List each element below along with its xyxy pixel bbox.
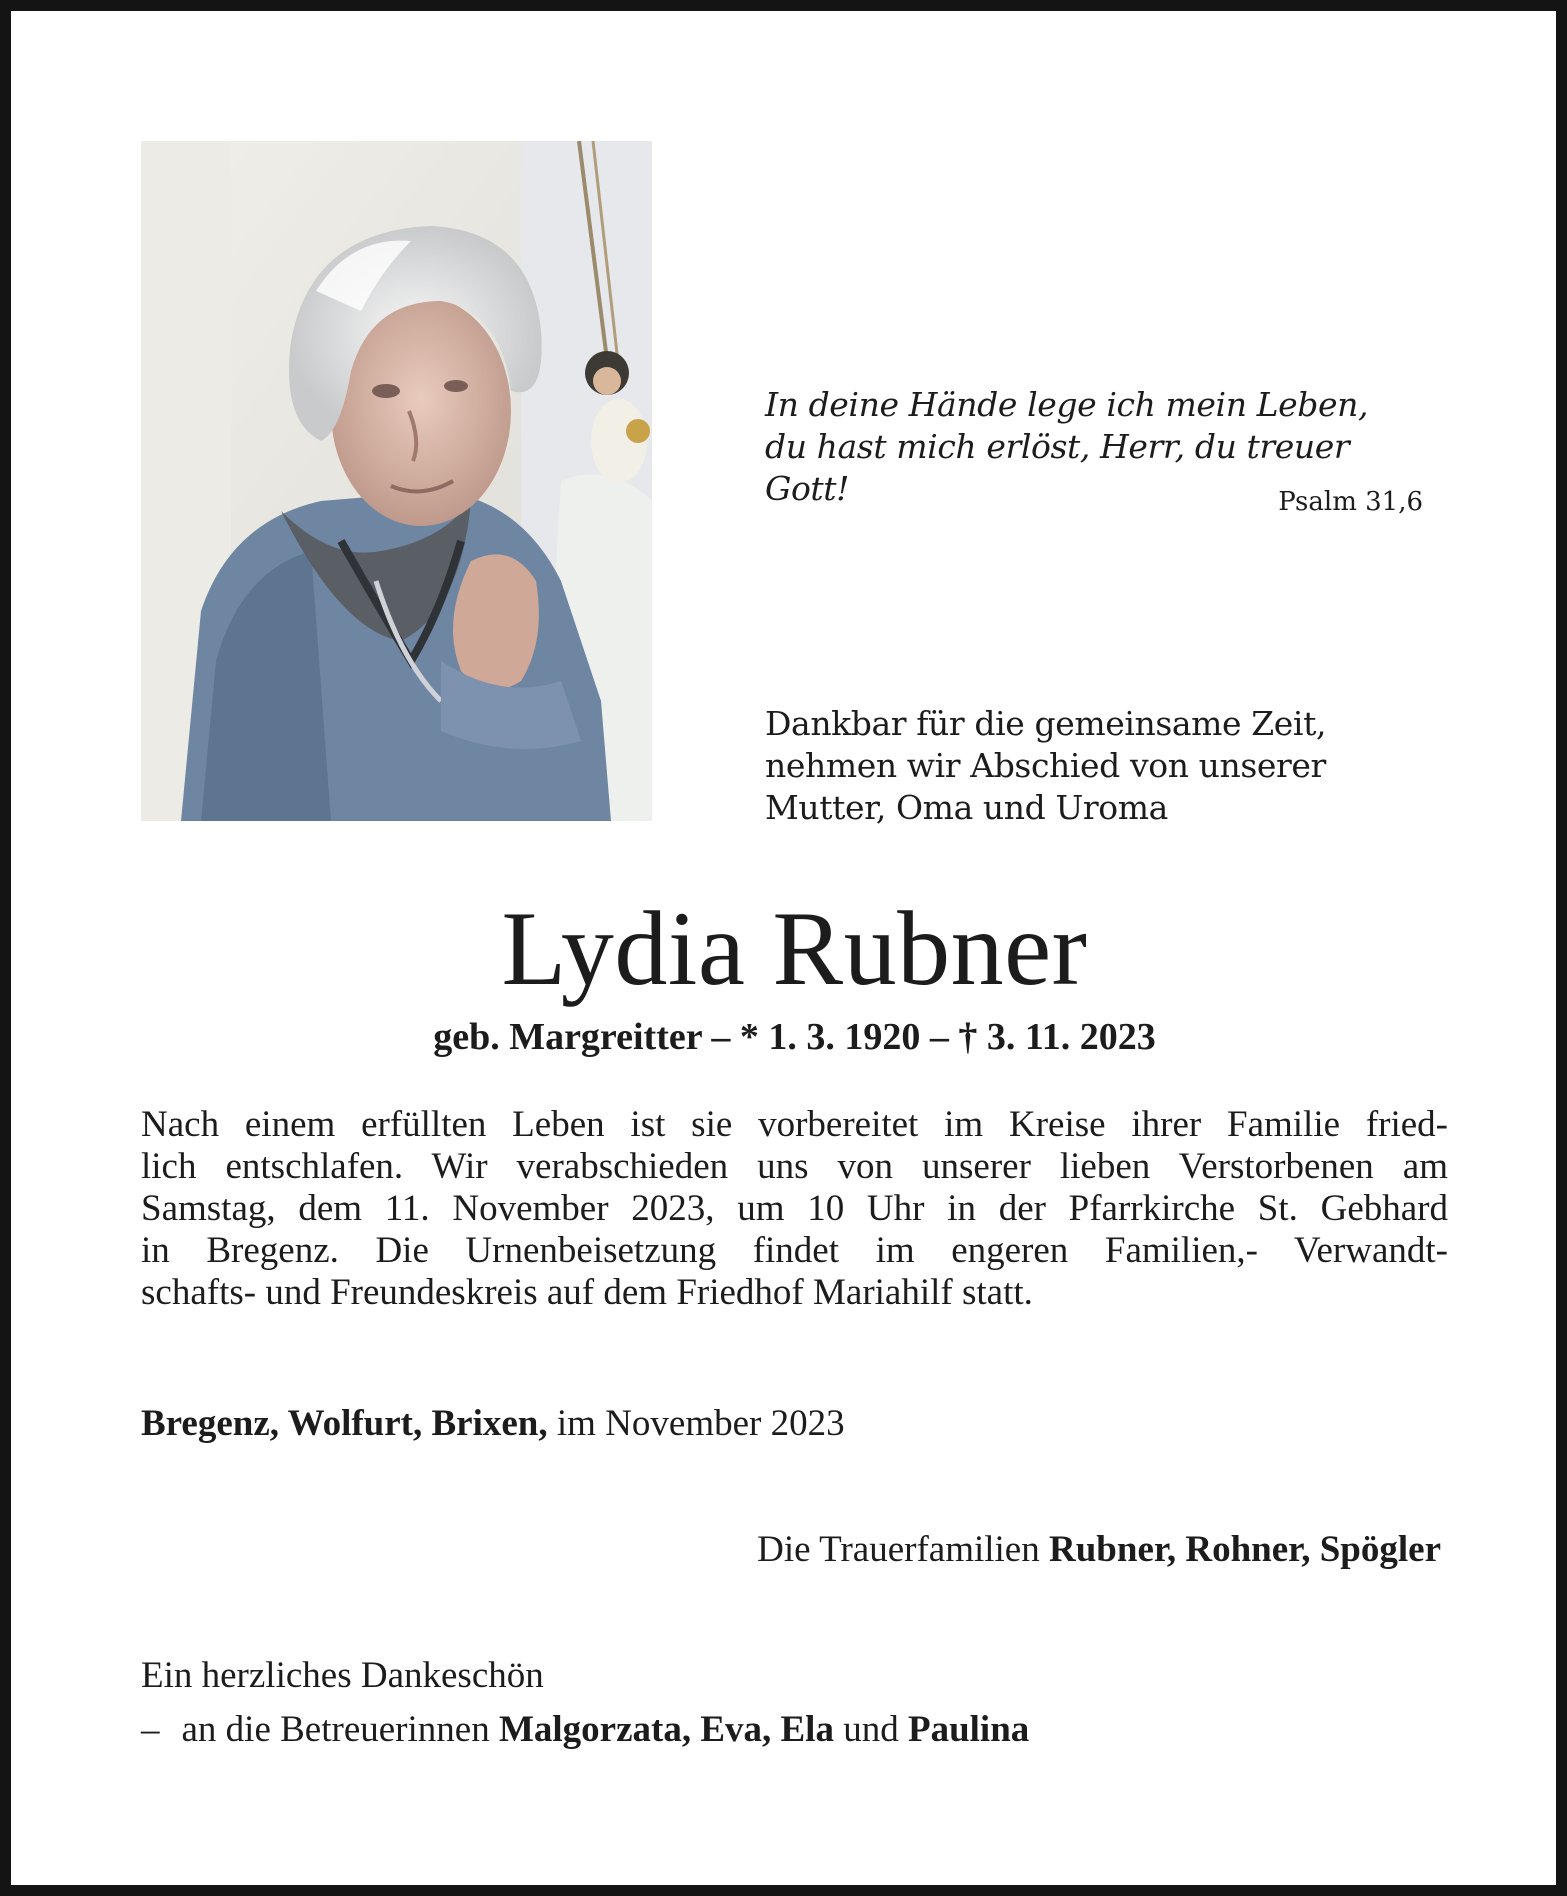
- thanks-heading: Ein herzliches Dankeschön: [141, 1655, 544, 1696]
- announcement-line: schafts- und Freundeskreis auf dem Friedhof Mariahilf statt.: [141, 1272, 1033, 1313]
- psalm-line: In deine Hände lege ich mein Leben,: [765, 385, 1369, 424]
- announcement-line: lich entschlafen. Wir verabschieden uns von unserer lieben Verstorbenen am: [141, 1146, 1448, 1187]
- and-word: und: [833, 1709, 908, 1750]
- intro-line: nehmen wir Abschied von unserer: [765, 746, 1326, 785]
- places: Bregenz, Wolfurt, Brixen,: [141, 1403, 548, 1444]
- mourning-families: [611, 1528, 1441, 1572]
- caregiver-last-name: Paulina: [907, 1709, 1030, 1750]
- portrait-photo: [141, 141, 652, 821]
- families-prefix: Die Trauerfamilien: [757, 1529, 1049, 1570]
- intro-line: Mutter, Oma und Uroma: [765, 788, 1168, 827]
- announcement-line: in Bregenz. Die Urnenbeisetzung findet im engeren Familien,- Verwandt-: [141, 1230, 1448, 1271]
- deceased-name: Lydia Rubner: [501, 890, 1088, 1007]
- portrait-image: [141, 141, 652, 821]
- intro-line: Dankbar für die gemeinsame Zeit,: [765, 704, 1327, 743]
- month-year: im November 2023: [547, 1403, 845, 1444]
- caregiver-names: Malgorzata, Eva, Ela: [498, 1709, 834, 1750]
- caregivers-text: an die Betreuerinnen: [181, 1709, 499, 1750]
- family-names: Rubner, Rohner, Spögler: [1048, 1529, 1441, 1570]
- psalm-line: du hast mich erlöst, Herr, du treuer Gott!: [765, 427, 1350, 508]
- funeral-announcement: [141, 1104, 1448, 1314]
- intro-text: [765, 703, 1465, 829]
- psalm-reference: Psalm 31,6: [1278, 487, 1423, 517]
- dash-bullet: –: [141, 1709, 160, 1750]
- thanks-line: [141, 1708, 1441, 1752]
- place-and-date: [141, 1402, 1341, 1446]
- announcement-line: Samstag, dem 11. November 2023, um 10 Uhr in der Pfarrkirche St. Gebhard: [141, 1188, 1448, 1229]
- announcement-line: Nach einem erfüllten Leben ist sie vorbereitet im Kreise ihrer Familie fried-: [141, 1104, 1448, 1145]
- birth-death-dates: geb. Margreitter – * 1. 3. 1920 – † 3. 11. 2023: [433, 1016, 1156, 1058]
